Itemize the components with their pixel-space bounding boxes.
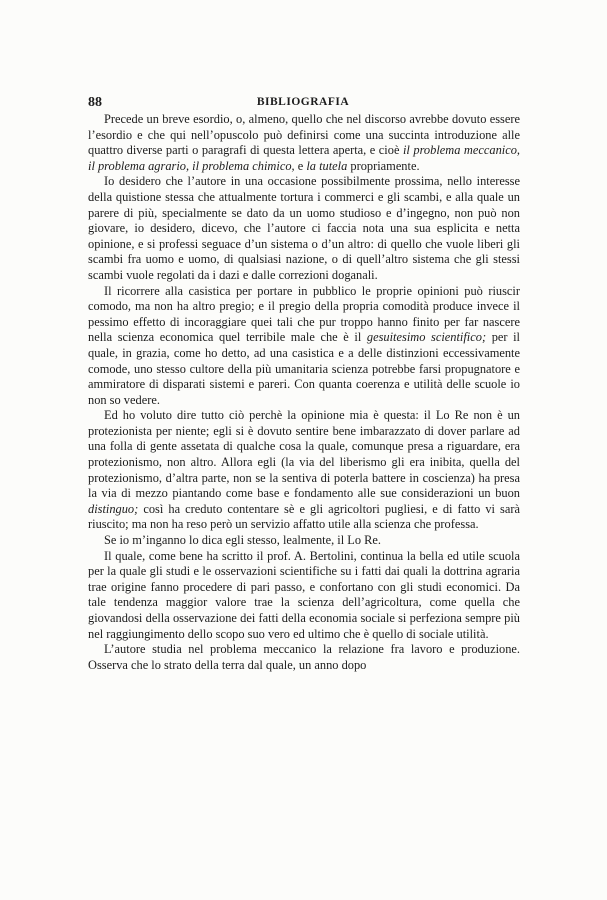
- text-run: Precede un breve esordio, o, almeno, quello che nel discorso avrebbe dovuto essere l’esordio e che qui nell’opuscolo può definirsi come una succinta introduzione alle quattro diverse parti o paragrafi di questa lettera aperta, e cioè: [88, 112, 520, 158]
- text-run: per il quale, in grazia, come ho detto, ad una casistica e a delle distinzioni eccessivamente comode, uno stesso cultore della più umanitaria scienza potrebbe farsi propugnatore e ammiratore di disparati sistemi e pareri. Con quanta coerenza e utilità delle scuole io non so vedere.: [88, 330, 521, 407]
- italic-text: la tutela: [306, 158, 348, 173]
- paragraph: [88, 112, 520, 174]
- text-run: Il quale, come bene ha scritto il prof. A. Bertolini, continua la bella ed utile scuola per la quale gli studi e le osservazioni scientifiche su i fatti dai quali la dottrina agraria trae origine fanno procedere di pari passo, e confortano con gli studi economici. Da tale tendenza maggior valore trae la scienza dell’agricoltura, come quella che giovandosi della osservazione dei fatti della economia sociale si perfeziona sempre più nel raggiungimento dello scopo suo vero ed ultimo che è quello di sociale utilità.: [88, 548, 520, 641]
- paragraph: [88, 549, 520, 643]
- text-run: Se io m’inganno lo dica egli stesso, lealmente, il Lo Re.: [104, 533, 382, 548]
- text-run: Il ricorrere alla casistica per portare in pubblico le proprie opinioni può riuscir comodo, ma non ha altro pregio; e il pregio della propria comodità produce invece il pessimo effetto di incoraggiare quei tali che pur troppo hanno finito per far nascere nella scienza economica quel terribile male che è il: [88, 283, 520, 345]
- running-title: BIBLIOGRAFIA: [256, 96, 350, 108]
- paragraph: [88, 174, 520, 283]
- text-run: Ed ho voluto dire tutto ciò perchè la opinione mia è questa: il Lo Re non è un protezionista per niente; egli si è dovuto sentire bene imbarazzato di dover parlare ad una folla di gente assetata di qualche cosa la quale, comunque presa a riguardare, era protezionismo, non altro. Allora egli (la via del liberismo gli era inibita, quella del protezionismo, d’altra parte, non se la sentiva di poterla battere in coscienza) ha presa la via di mezzo piantando come base e fondamento alle sue considerazioni un buon: [88, 408, 520, 501]
- running-head: [88, 95, 518, 111]
- text-run: L’autore studia nel problema meccanico la relazione fra lavoro e produzione. Osserva che lo strato della terra dal quale, un anno dopo: [88, 642, 520, 672]
- text-run: così ha creduto contentare sè e gli agricoltori pugliesi, e di fatto vi sarà riuscito; ma non ha reso però un servizio affatto utile alla scienza che professa.: [88, 501, 520, 532]
- italic-text: il problema meccanico, il problema agrario, il problema chimico,: [88, 143, 521, 173]
- paragraph: [88, 642, 520, 673]
- text-run: Io desidero che l’autore in una occasione possibilmente prossima, nello interesse della quistione stessa che attualmente tortura i commerci e gli scambi, e alla quale un parere di più, specialmente se dato da un uomo studioso e d’ingegno, non può non giovare, io desidero, dicevo, che l’autore ci faccia nota una sua esplicita e netta opinione, e si professi seguace d’un sistema o d’un altro: di quello che vuole liberi gli scambi fra uomo e uomo, di qualsiasi nazione, o di quell’altro sistema che gli stessi scambi vuole regolati da i dazi e dalle correzioni doganali.: [88, 174, 520, 282]
- text-run: e: [294, 158, 307, 173]
- body-text: [88, 112, 520, 673]
- paragraph: [88, 284, 520, 409]
- paragraph: [88, 408, 520, 533]
- paragraph: [88, 533, 520, 549]
- text-run: propriamente.: [347, 158, 420, 173]
- italic-text: distinguo;: [88, 501, 139, 516]
- italic-text: gesuitesimo scientifico;: [366, 330, 487, 345]
- page-number: 88: [88, 95, 102, 110]
